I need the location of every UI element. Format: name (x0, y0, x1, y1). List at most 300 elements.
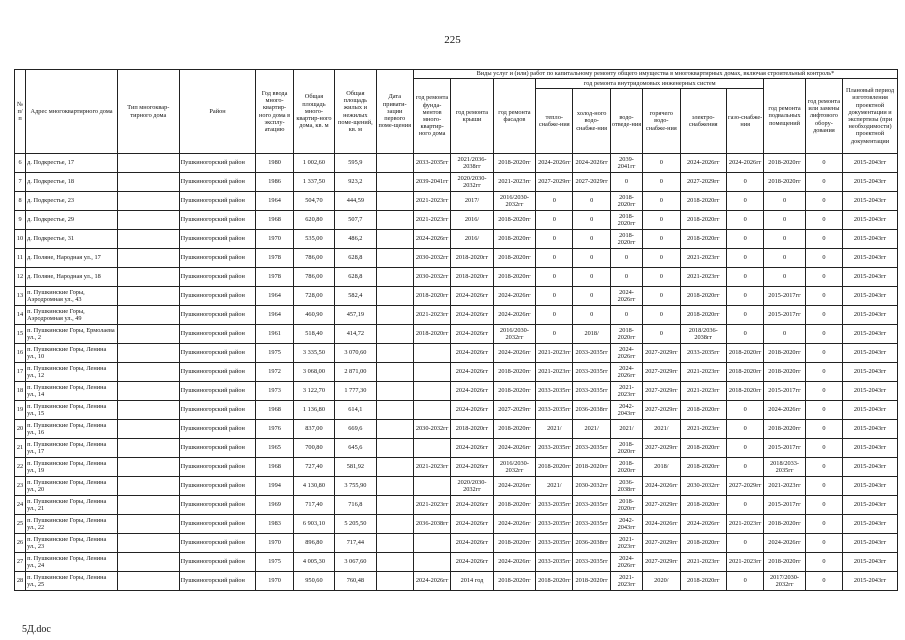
table-row (15, 230, 898, 249)
cell-found: 2024-2026гг (413, 230, 450, 249)
cell-priv (376, 420, 413, 439)
cell-gas: 0 (726, 572, 763, 591)
cell-heat: 2033-2035гг (536, 496, 573, 515)
cell-living: 614,1 (335, 401, 376, 420)
cell-base: 2024-2026гг (764, 534, 805, 553)
cell-total: 717,40 (293, 496, 334, 515)
cell-priv (376, 249, 413, 268)
cell-hot: 2027-2029гг (643, 496, 680, 515)
cell-n: 9 (15, 211, 26, 230)
table-row (15, 382, 898, 401)
cell-gas: 2024-2026гг (726, 154, 763, 173)
cell-gas: 2027-2029гг (726, 477, 763, 496)
cell-sewer: 2018-2020гг (610, 230, 642, 249)
cell-n: 14 (15, 306, 26, 325)
cell-addr: д. Подкрестье, 23 (26, 192, 118, 211)
table-body (15, 154, 898, 591)
cell-hot: 2024-2026гг (643, 515, 680, 534)
cell-type (118, 572, 180, 591)
cell-heat: 2021-2023гг (536, 344, 573, 363)
cell-type (118, 344, 180, 363)
cell-total: 3 335,50 (293, 344, 334, 363)
col-header-networks-group: год ремонта внутридомовых инженерных систем (536, 79, 764, 89)
cell-n: 22 (15, 458, 26, 477)
cell-cold: 2033-2035гг (573, 382, 610, 401)
cell-priv (376, 458, 413, 477)
cell-sewer: 2042-2043гг (610, 401, 642, 420)
cell-cold: 2018/ (573, 325, 610, 344)
cell-year: 1978 (256, 249, 293, 268)
cell-heat: 2033-2035гг (536, 534, 573, 553)
cell-priv (376, 382, 413, 401)
cell-facade: 2018-2020гг (493, 154, 535, 173)
cell-facade: 2016/2030-2032гг (493, 192, 535, 211)
cell-elec: 2021-2023гг (680, 420, 726, 439)
cell-facade: 2018-2020гг (493, 230, 535, 249)
cell-base: 2015-2017гг (764, 287, 805, 306)
table-row (15, 211, 898, 230)
cell-base: 2018-2020гг (764, 553, 805, 572)
cell-priv (376, 572, 413, 591)
cell-priv (376, 192, 413, 211)
cell-sewer: 2021/ (610, 420, 642, 439)
table-row (15, 287, 898, 306)
cell-plan: 2015-2043гг (843, 211, 898, 230)
cell-addr: п. Пушкинские Горы, Ленина ул., 23 (26, 534, 118, 553)
cell-addr: д. Подкрестье, 31 (26, 230, 118, 249)
col-header-district: Район (179, 70, 256, 154)
capital-repair-table (14, 69, 898, 591)
cell-cold: 2027-2029гг (573, 173, 610, 192)
cell-priv (376, 230, 413, 249)
cell-heat: 2021/ (536, 477, 573, 496)
cell-cold: 0 (573, 230, 610, 249)
cell-lift: 0 (805, 268, 842, 287)
cell-year: 1973 (256, 382, 293, 401)
cell-hot: 0 (643, 325, 680, 344)
cell-cold: 2018-2020гг (573, 458, 610, 477)
cell-living: 669,6 (335, 420, 376, 439)
cell-type (118, 477, 180, 496)
cell-elec: 2024-2026гг (680, 515, 726, 534)
cell-cold: 2033-2035гг (573, 553, 610, 572)
cell-type (118, 439, 180, 458)
cell-district: Пушкиногорский район (179, 439, 256, 458)
cell-plan: 2015-2043гг (843, 458, 898, 477)
cell-facade: 2018-2020гг (493, 268, 535, 287)
col-header-total-area: Общая площадь много-квартир-ного дома, кв. м (293, 70, 334, 154)
cell-found (413, 477, 450, 496)
cell-gas: 2021-2023гг (726, 553, 763, 572)
cell-heat: 2021-2023гг (536, 363, 573, 382)
cell-found (413, 553, 450, 572)
cell-total: 896,80 (293, 534, 334, 553)
cell-sewer: 2036-2038гг (610, 477, 642, 496)
cell-type (118, 306, 180, 325)
cell-sewer: 2021-2023гг (610, 534, 642, 553)
cell-district: Пушкиногорский район (179, 192, 256, 211)
cell-year: 1968 (256, 211, 293, 230)
cell-type (118, 325, 180, 344)
cell-elec: 2021-2023гг (680, 249, 726, 268)
cell-n: 24 (15, 496, 26, 515)
cell-lift: 0 (805, 211, 842, 230)
cell-cold: 2024-2026гг (573, 154, 610, 173)
cell-type (118, 173, 180, 192)
cell-hot: 2027-2029гг (643, 344, 680, 363)
cell-base: 2018-2020гг (764, 154, 805, 173)
cell-living: 582,4 (335, 287, 376, 306)
cell-roof: 2024-2026гг (451, 306, 493, 325)
cell-heat: 2021/ (536, 420, 573, 439)
cell-plan: 2015-2043гг (843, 249, 898, 268)
cell-year: 1969 (256, 496, 293, 515)
cell-living: 3 070,60 (335, 344, 376, 363)
cell-total: 700,80 (293, 439, 334, 458)
cell-district: Пушкиногорский район (179, 420, 256, 439)
cell-addr: п. Пушкинские Горы, Ермолаева ул., 2 (26, 325, 118, 344)
cell-living: 507,7 (335, 211, 376, 230)
cell-cold: 2033-2035гг (573, 363, 610, 382)
cell-total: 1 337,50 (293, 173, 334, 192)
cell-facade: 2018-2020гг (493, 211, 535, 230)
cell-base: 2018-2020гг (764, 363, 805, 382)
cell-elec: 2021-2023гг (680, 382, 726, 401)
col-header-house-type: Тип многоквар-тирного дома (118, 70, 180, 154)
cell-cold: 0 (573, 249, 610, 268)
cell-gas: 0 (726, 306, 763, 325)
table-row (15, 553, 898, 572)
cell-facade: 2018-2020гг (493, 496, 535, 515)
cell-base: 2015-2017гг (764, 306, 805, 325)
cell-lift: 0 (805, 458, 842, 477)
cell-found: 2018-2020гг (413, 325, 450, 344)
table-row (15, 458, 898, 477)
cell-elec: 2021-2023гг (680, 553, 726, 572)
cell-cold: 2030-2032гг (573, 477, 610, 496)
cell-cold: 0 (573, 287, 610, 306)
cell-year: 1994 (256, 477, 293, 496)
cell-priv (376, 287, 413, 306)
cell-cold: 2018-2020гг (573, 572, 610, 591)
cell-addr: п. Пушкинские Горы, Аэродромная ул., 43 (26, 287, 118, 306)
cell-hot: 2027-2029гг (643, 439, 680, 458)
cell-roof: 2024-2026гг (451, 496, 493, 515)
cell-addr: п. Пушкинские Горы, Ленина ул., 15 (26, 401, 118, 420)
cell-elec: 2021-2023гг (680, 363, 726, 382)
cell-gas: 0 (726, 496, 763, 515)
table-row (15, 534, 898, 553)
cell-roof: 2020/2030-2032гг (451, 173, 493, 192)
cell-found: 2033-2035гг (413, 154, 450, 173)
cell-addr: п. Пушкинские Горы, Ленина ул., 22 (26, 515, 118, 534)
cell-hot: 0 (643, 211, 680, 230)
cell-lift: 0 (805, 249, 842, 268)
cell-sewer: 0 (610, 249, 642, 268)
cell-base: 0 (764, 268, 805, 287)
cell-type (118, 154, 180, 173)
cell-n: 10 (15, 230, 26, 249)
cell-living: 3 755,90 (335, 477, 376, 496)
cell-lift: 0 (805, 287, 842, 306)
cell-sewer: 2018-2020гг (610, 325, 642, 344)
table-row (15, 325, 898, 344)
cell-facade: 2018-2020гг (493, 363, 535, 382)
cell-year: 1965 (256, 439, 293, 458)
cell-n: 25 (15, 515, 26, 534)
cell-type (118, 211, 180, 230)
cell-living: 716,8 (335, 496, 376, 515)
cell-cold: 0 (573, 211, 610, 230)
cell-priv (376, 173, 413, 192)
cell-district: Пушкиногорский район (179, 534, 256, 553)
cell-plan: 2015-2043гг (843, 534, 898, 553)
table-row (15, 344, 898, 363)
cell-district: Пушкиногорский район (179, 268, 256, 287)
cell-n: 18 (15, 382, 26, 401)
cell-facade: 2024-2026гг (493, 553, 535, 572)
cell-heat: 2033-2035гг (536, 401, 573, 420)
cell-plan: 2015-2043гг (843, 287, 898, 306)
cell-found (413, 382, 450, 401)
cell-base: 2017/2030-2032гг (764, 572, 805, 591)
cell-total: 727,40 (293, 458, 334, 477)
cell-priv (376, 553, 413, 572)
cell-lift: 0 (805, 344, 842, 363)
cell-lift: 0 (805, 420, 842, 439)
cell-plan: 2015-2043гг (843, 553, 898, 572)
cell-sewer: 2024-2026гг (610, 287, 642, 306)
cell-addr: п. Пушкинские Горы, Ленина ул., 14 (26, 382, 118, 401)
col-header-electric: электро-снабжения (680, 89, 726, 154)
cell-sewer: 0 (610, 268, 642, 287)
cell-gas: 0 (726, 287, 763, 306)
cell-sewer: 2042-2043гг (610, 515, 642, 534)
cell-n: 13 (15, 287, 26, 306)
cell-plan: 2015-2043гг (843, 230, 898, 249)
cell-type (118, 382, 180, 401)
cell-sewer: 2018-2020гг (610, 439, 642, 458)
cell-heat: 0 (536, 192, 573, 211)
cell-gas: 0 (726, 439, 763, 458)
cell-heat: 0 (536, 230, 573, 249)
cell-cold: 2036-2038гг (573, 534, 610, 553)
cell-roof: 2024-2026гг (451, 553, 493, 572)
cell-living: 645,6 (335, 439, 376, 458)
cell-plan: 2015-2043гг (843, 344, 898, 363)
cell-addr: п. Пушкинские Горы, Ленина ул., 12 (26, 363, 118, 382)
cell-n: 6 (15, 154, 26, 173)
cell-heat: 2033-2035гг (536, 439, 573, 458)
cell-hot: 2027-2029гг (643, 363, 680, 382)
cell-base: 0 (764, 325, 805, 344)
cell-lift: 0 (805, 477, 842, 496)
cell-found (413, 401, 450, 420)
col-header-basement: год ремонта подвальных помещений (764, 79, 805, 154)
cell-hot: 2021/ (643, 420, 680, 439)
cell-n: 19 (15, 401, 26, 420)
cell-addr: п. Пушкинские Горы, Ленина ул., 25 (26, 572, 118, 591)
cell-facade: 2018-2020гг (493, 534, 535, 553)
cell-district: Пушкиногорский район (179, 211, 256, 230)
cell-roof: 2024-2026гг (451, 325, 493, 344)
cell-lift: 0 (805, 401, 842, 420)
cell-facade: 2016/2030-2032гг (493, 458, 535, 477)
col-header-roof: год ремонта крыши (451, 79, 493, 154)
cell-addr: д. Подкрестье, 18 (26, 173, 118, 192)
cell-living: 717,44 (335, 534, 376, 553)
cell-roof: 2018-2020гг (451, 420, 493, 439)
cell-type (118, 515, 180, 534)
cell-n: 23 (15, 477, 26, 496)
cell-base: 2018-2020гг (764, 173, 805, 192)
cell-hot: 0 (643, 173, 680, 192)
cell-district: Пушкиногорский район (179, 325, 256, 344)
cell-type (118, 401, 180, 420)
col-header-living-area: Общая площадь жилых и нежилых поме-щений, кв. м (335, 70, 376, 154)
cell-found: 2039-2041гг (413, 173, 450, 192)
cell-type (118, 420, 180, 439)
cell-lift: 0 (805, 192, 842, 211)
cell-facade: 2024-2026гг (493, 344, 535, 363)
cell-found (413, 363, 450, 382)
cell-addr: п. Пушкинские Горы, Аэродромная ул., 49 (26, 306, 118, 325)
cell-year: 1978 (256, 268, 293, 287)
cell-type (118, 458, 180, 477)
cell-hot: 0 (643, 287, 680, 306)
cell-sewer: 2018-2020гг (610, 458, 642, 477)
cell-n: 21 (15, 439, 26, 458)
cell-elec: 2033-2035гг (680, 344, 726, 363)
cell-priv (376, 515, 413, 534)
cell-hot: 0 (643, 192, 680, 211)
page-number: 225 (444, 34, 461, 46)
cell-plan: 2015-2043гг (843, 154, 898, 173)
cell-elec: 2018-2020гг (680, 287, 726, 306)
cell-living: 414,72 (335, 325, 376, 344)
cell-type (118, 363, 180, 382)
cell-cold: 2021/ (573, 420, 610, 439)
cell-base: 0 (764, 192, 805, 211)
cell-district: Пушкиногорский район (179, 230, 256, 249)
cell-found: 2021-2023гг (413, 496, 450, 515)
cell-priv (376, 268, 413, 287)
cell-year: 1970 (256, 230, 293, 249)
cell-gas: 0 (726, 401, 763, 420)
cell-base: 2018-2020гг (764, 420, 805, 439)
cell-sewer: 2018-2020гг (610, 211, 642, 230)
cell-addr: д. Подкрестье, 17 (26, 154, 118, 173)
cell-gas: 0 (726, 268, 763, 287)
cell-gas: 0 (726, 325, 763, 344)
cell-addr: д. Подкрестье, 29 (26, 211, 118, 230)
cell-district: Пушкиногорский район (179, 401, 256, 420)
cell-n: 17 (15, 363, 26, 382)
cell-district: Пушкиногорский район (179, 496, 256, 515)
cell-living: 486,2 (335, 230, 376, 249)
cell-cold: 2033-2035гг (573, 515, 610, 534)
cell-plan: 2015-2043гг (843, 496, 898, 515)
cell-found: 2030-2032гг (413, 249, 450, 268)
cell-found: 2021-2023гг (413, 211, 450, 230)
cell-roof: 2024-2026гг (451, 344, 493, 363)
cell-gas: 0 (726, 534, 763, 553)
cell-district: Пушкиногорский район (179, 306, 256, 325)
cell-gas: 2018-2020гг (726, 382, 763, 401)
cell-total: 1 136,80 (293, 401, 334, 420)
col-header-sewer: водо-отведе-ния (610, 89, 642, 154)
cell-living: 581,92 (335, 458, 376, 477)
col-header-year: Год ввода много-квартир-ного дома в эксплу-атацию (256, 70, 293, 154)
cell-cold: 2033-2035гг (573, 344, 610, 363)
cell-elec: 2018-2020гг (680, 572, 726, 591)
cell-elec: 2018-2020гг (680, 496, 726, 515)
cell-sewer: 2024-2026гг (610, 344, 642, 363)
cell-hot: 2027-2029гг (643, 382, 680, 401)
cell-total: 3 068,00 (293, 363, 334, 382)
cell-gas: 0 (726, 211, 763, 230)
cell-cold: 0 (573, 192, 610, 211)
cell-year: 1986 (256, 173, 293, 192)
cell-hot: 0 (643, 268, 680, 287)
cell-heat: 2033-2035гг (536, 515, 573, 534)
cell-facade: 2018-2020гг (493, 420, 535, 439)
cell-total: 504,70 (293, 192, 334, 211)
cell-roof: 2024-2026гг (451, 458, 493, 477)
cell-elec: 2030-2032гг (680, 477, 726, 496)
cell-facade: 2027-2029гг (493, 401, 535, 420)
cell-roof: 2024-2026гг (451, 401, 493, 420)
cell-year: 1972 (256, 363, 293, 382)
cell-priv (376, 401, 413, 420)
cell-sewer: 0 (610, 173, 642, 192)
cell-heat: 2033-2035гг (536, 553, 573, 572)
cell-hot: 2027-2029гг (643, 401, 680, 420)
cell-total: 3 122,70 (293, 382, 334, 401)
cell-heat: 0 (536, 249, 573, 268)
cell-living: 760,48 (335, 572, 376, 591)
cell-plan: 2015-2043гг (843, 325, 898, 344)
cell-district: Пушкиногорский район (179, 173, 256, 192)
cell-base: 0 (764, 230, 805, 249)
cell-addr: п. Пушкинские Горы, Ленина ул., 21 (26, 496, 118, 515)
cell-living: 595,9 (335, 154, 376, 173)
cell-found (413, 439, 450, 458)
cell-lift: 0 (805, 230, 842, 249)
cell-roof: 2024-2026гг (451, 382, 493, 401)
cell-base: 2018-2020гг (764, 515, 805, 534)
cell-total: 728,00 (293, 287, 334, 306)
cell-lift: 0 (805, 439, 842, 458)
table-row (15, 496, 898, 515)
cell-type (118, 287, 180, 306)
cell-year: 1964 (256, 287, 293, 306)
cell-found: 2018-2020гг (413, 287, 450, 306)
cell-addr: п. Пушкинские Горы, Ленина ул., 24 (26, 553, 118, 572)
cell-priv (376, 477, 413, 496)
cell-addr: д. Поляне, Народная ул., 18 (26, 268, 118, 287)
cell-gas: 0 (726, 173, 763, 192)
cell-facade: 2024-2026гг (493, 306, 535, 325)
cell-year: 1970 (256, 572, 293, 591)
cell-plan: 2015-2043гг (843, 306, 898, 325)
cell-elec: 2027-2029гг (680, 173, 726, 192)
table-row (15, 249, 898, 268)
cell-sewer: 2024-2026гг (610, 363, 642, 382)
cell-facade: 2018-2020гг (493, 382, 535, 401)
cell-lift: 0 (805, 496, 842, 515)
cell-priv (376, 439, 413, 458)
